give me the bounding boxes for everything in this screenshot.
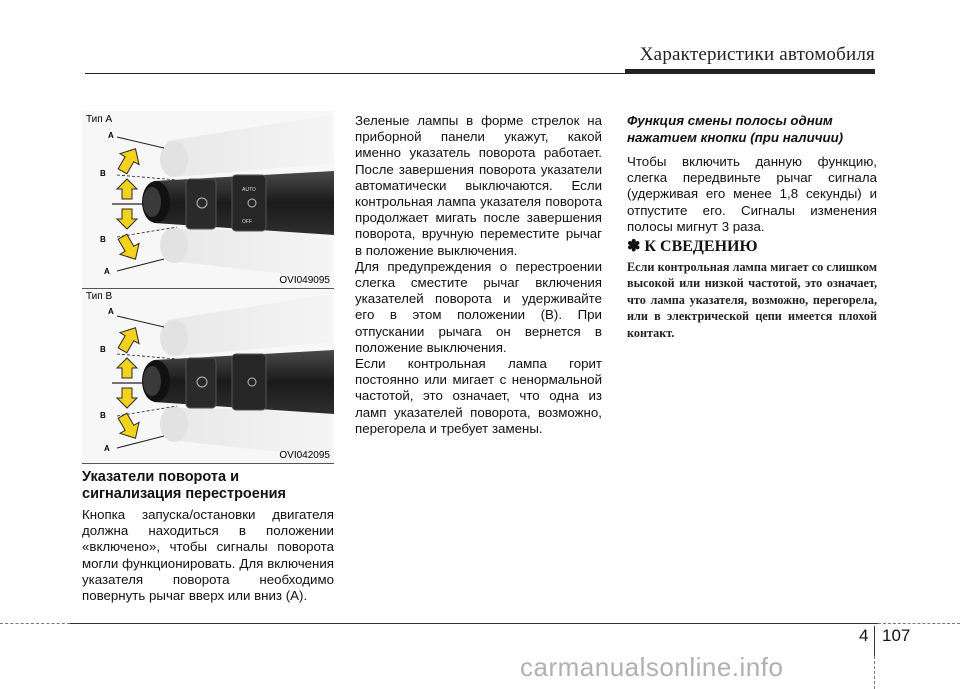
footer-dash-left	[0, 623, 70, 624]
paragraph: Если контрольная лампа горит постоянно или мигает с ненормальной частотой, это означает, что одна из ламп указателей поворота, возможно, перегорела и требует замены.	[355, 356, 602, 436]
figure-divider	[82, 463, 334, 464]
chapter-number: 4	[859, 626, 869, 645]
arrow-label: A	[108, 307, 114, 316]
note-asterisk-icon: ✽	[627, 238, 641, 255]
section-heading-turn-signals: Указатели поворота и сигнализация перестроения	[82, 469, 286, 502]
figure-type-a	[82, 111, 334, 288]
left-body-text	[82, 507, 334, 604]
lane-change-body	[627, 154, 877, 235]
switch-label-off: OFF	[242, 219, 252, 225]
footer-vertical-dash	[874, 656, 875, 689]
page-number: 107	[882, 626, 911, 645]
middle-body-text	[355, 113, 602, 437]
footer-dash-right	[878, 623, 960, 624]
note-heading-text: К СВЕДЕНИЮ	[644, 238, 758, 255]
footer-rule	[70, 623, 878, 624]
figure-divider	[82, 288, 334, 289]
watermark: carmanualsonline.info	[520, 652, 784, 682]
arrow-label: A	[104, 267, 110, 276]
arrow-label: A	[108, 131, 114, 140]
figure-code: OVI049095	[279, 275, 330, 286]
paragraph: Зеленые лампы в форме стрелок на приборной панели укажут, какой именно указатель поворота работает. После завершения поворота указатели автоматически выключаются. Если контрольная лампа указателя поворота продолжает мигать после завершения поворота, вручную переместите рычаг в положение выключения.	[355, 113, 602, 258]
arrow-label: A	[104, 444, 110, 453]
figure-type-label: Тип B	[86, 291, 113, 302]
paragraph: Для предупреждения о перестроении слегка сместите рычаг включения указателей поворота и удерживайте его в этом положении (B). При отпускании рычага он вернется в положение выключения.	[355, 258, 602, 355]
arrow-label: B	[100, 169, 106, 178]
note-body: Если контрольная лампа мигает со слишком высокой или низкой частотой, это означает, что лампа указателя, возможно, перегорела, или в электрической цепи имеется плохой контакт.	[627, 260, 877, 340]
arrow-label: B	[100, 235, 106, 244]
figure-code: OVI042095	[279, 450, 330, 461]
note-heading	[627, 236, 758, 256]
header-rule-accent	[625, 69, 875, 74]
turn-signal-lever-illustration-a	[82, 111, 334, 288]
page-header-title: Характеристики автомобиля	[639, 44, 875, 65]
arrow-label: B	[100, 345, 106, 354]
switch-label-auto: AUTO	[242, 187, 256, 193]
figure-type-label: Тип A	[86, 114, 113, 125]
paragraph: Чтобы включить данную функцию, слегка передвиньте рычаг сигнала (удерживая его менее 1,8 секунды) и отпустите его. Сигналы изменения полосы мигнут 3 раза.	[627, 154, 877, 234]
lane-change-heading: Функция смены полосы одним нажатием кнопки (при наличии)	[627, 113, 844, 145]
arrow-label: B	[100, 411, 106, 420]
turn-signal-lever-illustration-b	[82, 290, 334, 463]
paragraph: Кнопка запуска/остановки двигателя должна находиться в положении «включено», чтобы сигналы поворота могли функционировать. Для включения указателя поворота необходимо повернуть рычаг вверх или вниз (A).	[82, 507, 334, 604]
page-number-separator	[874, 626, 875, 656]
figure-type-b	[82, 290, 334, 463]
